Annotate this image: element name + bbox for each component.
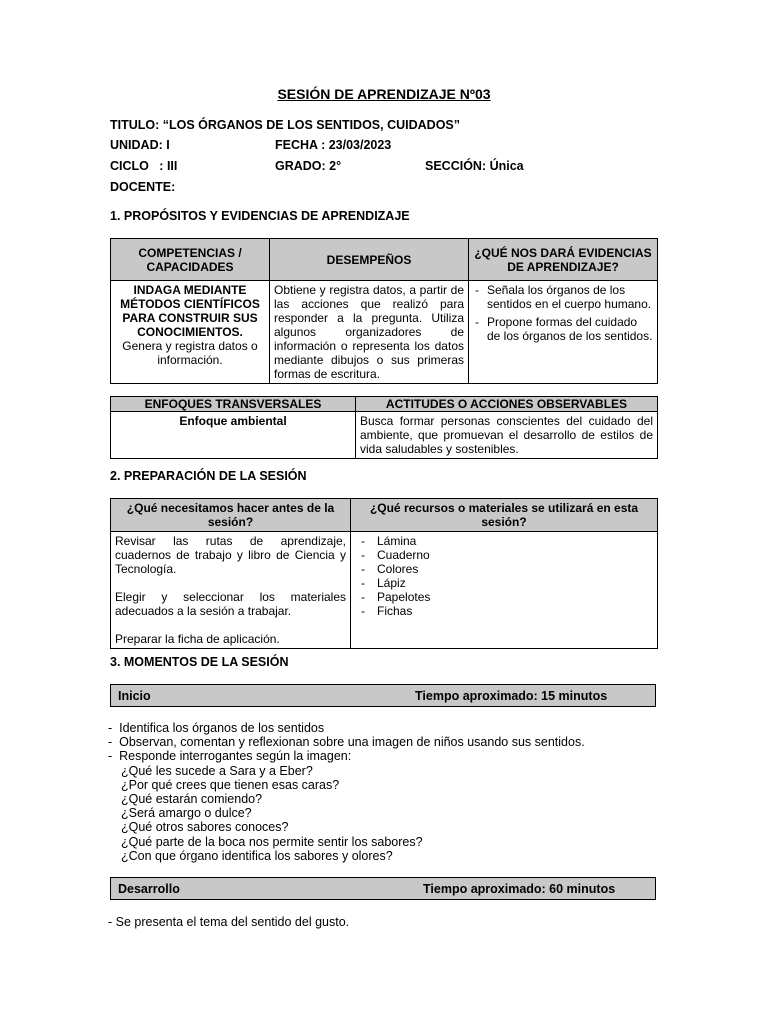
question-item: ¿Qué estarán comiendo? <box>121 792 263 807</box>
inicio-item: - Observan, comentan y reflexionan sobre una imagen de niños usando sus sentidos. <box>108 735 585 750</box>
page-title: SESIÓN DE APRENDIZAJE Nº03 <box>277 86 491 102</box>
cycle-label: CICLO : III <box>110 159 178 173</box>
unit-label: UNIDAD: I <box>110 138 170 152</box>
capacidad-text: Genera y registra datos o información. <box>122 339 258 367</box>
inicio-time: Tiempo aproximado: 15 minutos <box>415 689 608 703</box>
inicio-item: - Identifica los órganos de los sentidos <box>108 721 325 735</box>
inicio-label: Inicio <box>118 689 151 703</box>
purposes-table <box>110 238 658 384</box>
date-label: FECHA : 23/03/2023 <box>275 138 392 152</box>
question-item: ¿Por qué crees que tienen esas caras? <box>121 777 340 792</box>
question-item: ¿Qué les sucede a Sara y a Eber? <box>121 763 313 778</box>
header-desempenos: DESEMPEÑOS <box>270 239 469 281</box>
antes-item: Preparar la ficha de aplicación. <box>115 632 280 646</box>
inicio-list <box>108 721 585 863</box>
desarrollo-bar <box>110 877 656 900</box>
section1-heading: 1. PROPÓSITOS Y EVIDENCIAS DE APRENDIZAJE <box>110 209 410 223</box>
material-item: - Lámina <box>359 534 653 548</box>
evidencia-item: - Propone formas del cuidado de los órganos de los sentidos. <box>473 315 653 343</box>
competencia-text: INDAGA MEDIANTE MÉTODOS CIENTÍFICOS PARA CONSTRUIR SUS CONOCIMIENTOS. <box>120 283 260 339</box>
desarrollo-text: - Se presenta el tema del sentido del gusto. <box>108 915 350 929</box>
question-item: ¿Qué parte de la boca nos permite sentir los sabores? <box>121 834 423 849</box>
preparation-table <box>110 498 658 649</box>
teacher-label: DOCENTE: <box>110 180 176 194</box>
evidencias-cell <box>469 281 658 384</box>
material-item: - Lápiz <box>359 576 653 590</box>
question-item: ¿Qué otros sabores conoces? <box>121 820 289 835</box>
section3-heading: 3. MOMENTOS DE LA SESIÓN <box>110 655 289 669</box>
evidencia-item: - Señala los órganos de los sentidos en el cuerpo humano. <box>473 283 653 311</box>
actitud-cell: Busca formar personas conscientes del cuidado del ambiente, que promuevan el desarrollo de estilos de vida saludables y sostenibles. <box>356 412 658 459</box>
header-competencias: COMPETENCIAS / CAPACIDADES <box>111 239 270 281</box>
desarrollo-label: Desarrollo <box>118 882 180 896</box>
antes-cell <box>111 532 351 649</box>
antes-item: Elegir y seleccionar los materiales adecuados a la sesión a trabajar. <box>115 590 346 618</box>
desarrollo-time: Tiempo aproximado: 60 minutos <box>423 882 616 896</box>
header-enfoques: ENFOQUES TRANSVERSALES <box>111 397 356 412</box>
competencia-cell <box>111 281 270 384</box>
header-actitudes: ACTITUDES O ACCIONES OBSERVABLES <box>356 397 658 412</box>
question-item: ¿Con que órgano identifica los sabores y olores? <box>121 848 393 863</box>
question-item: ¿Será amargo o dulce? <box>121 806 252 821</box>
material-item: - Papelotes <box>359 590 653 604</box>
material-item: - Colores <box>359 562 653 576</box>
inicio-bar <box>110 684 656 707</box>
header-evidencias: ¿QUÉ NOS DARÁ EVIDENCIAS DE APRENDIZAJE? <box>469 239 658 281</box>
materiales-cell <box>351 532 658 649</box>
session-title: TITULO: “LOS ÓRGANOS DE LOS SENTIDOS, CUIDADOS” <box>110 118 461 132</box>
header-antes: ¿Qué necesitamos hacer antes de la sesión? <box>111 499 351 532</box>
enfoque-cell: Enfoque ambiental <box>111 412 356 459</box>
enfoques-table <box>110 396 658 459</box>
section2-heading: 2. PREPARACIÓN DE LA SESIÓN <box>110 469 307 483</box>
section-label: SECCIÓN: Única <box>425 159 524 173</box>
header-materiales: ¿Qué recursos o materiales se utilizará en esta sesión? <box>351 499 658 532</box>
grade-label: GRADO: 2° <box>275 159 342 173</box>
material-item: - Fichas <box>359 604 653 618</box>
material-item: - Cuaderno <box>359 548 653 562</box>
inicio-item: - Responde interrogantes según la imagen: <box>108 749 352 764</box>
antes-item: Revisar las rutas de aprendizaje, cuadernos de trabajo y libro de Ciencia y Tecnología. <box>115 534 346 576</box>
desempeno-cell: Obtiene y registra datos, a partir de las acciones que realizó para responder a la pregunta. Utiliza algunos organizadores de información o representa los datos mediante dibujos o sus primeras formas de escritura. <box>270 281 469 384</box>
